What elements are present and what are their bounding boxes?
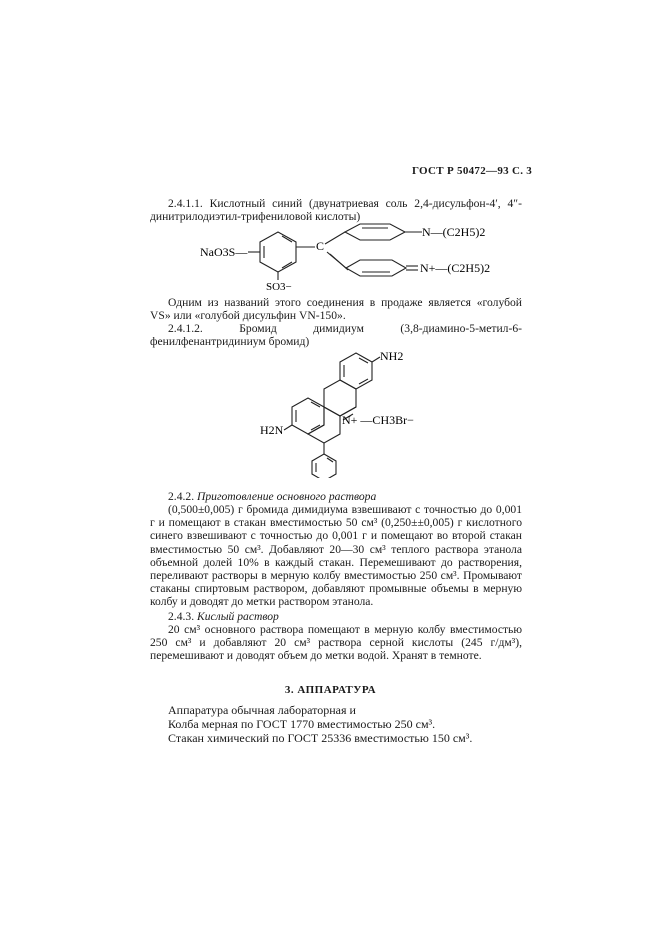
ring-left [292,398,324,434]
section-2-4-3-heading: Кислый раствор [197,610,279,623]
quinoid-ring-bottom [346,260,406,276]
section-3-title: 3. АППАРАТУРА [284,684,377,696]
formula2-n-plus-group: N+ —CH3Br− [342,413,414,427]
apparatus-line-3: Стакан химический по ГОСТ 25336 вместимостью 150 см³. [168,731,473,745]
ring-top [340,353,372,389]
structural-formula-acid-blue [200,222,530,294]
ring-pyridinium [308,407,340,443]
formula1-carbon: C [316,239,325,253]
ring-middle [324,380,356,416]
note-commercial-names: Одним из названий этого соединения в продаже является «голубой VS» или «голубой дисульфин VN-150». [150,296,522,323]
section-2-4-3-number: 2.4.3. [168,610,195,623]
structural-formula-dimidium-bromide [260,348,440,478]
section-2-4-2-number: 2.4.2. [168,490,195,503]
benzene-ring-left [260,232,296,272]
formula2-nh2-top: NH2 [380,349,404,363]
formula1-bottom-group: N+—(C2H5)2 [420,261,491,275]
document-header: ГОСТ Р 50472—93 С. 3 [412,165,533,177]
apparatus-line-1: Аппаратура обычная лабораторная и [168,703,356,717]
section-2-4-3-title [150,610,522,623]
formula2-nh2-left: H2N [260,423,284,437]
apparatus-line-2: Колба мерная по ГОСТ 1770 вместимостью 250 см³. [168,717,436,731]
section-2-4-2-title [150,490,522,503]
section-2-4-1-1-text: 2.4.1.1. Кислотный синий (двунатриевая соль 2,4-дисульфон-4′, 4″-динитрилодиэтил-трифениловой кислоты) [150,197,522,224]
benzene-ring-top [345,224,405,240]
formula1-sulfonate: SO3− [266,281,292,293]
section-2-4-1-2-text: 2.4.1.2. Бромид димидиум (3,8-диамино-5-метил-6-фенилфенантридиниум бромид) [150,322,522,349]
formula1-top-group: N—(C2H5)2 [422,225,486,239]
section-2-4-2-heading: Приготовление основного раствора [197,490,377,503]
section-2-4-3-body: 20 см³ основного раствора помещают в мерную колбу вместимостью 250 см³ и добавляют 20 см³ раствора серной кислоты (245 г/дм³), перемешивают и доводят объем до метки водой. Хранят в темноте. [150,623,522,663]
section-2-4-2-body: (0,500±0,005) г бромида димидиума взвешивают с точностью до 0,001 г и помещают в стакан вместимостью 50 см³ (0,250±±0,005) г кислотного синего взвешивают с точностью до 0,001 г и помещают во второй стакан вместимостью 50 см³. Добавляют 20—30 см³ теплого раствора этанола объемной долей 10% в каждый стакан. Перемешивают до растворения, переливают растворы в мерную колбу вместимостью 250 см³. Промывают стаканы спиртовым раствором, добавляют промывные объемы в мерную колбу и доводят до метки раствором этанола. [150,503,522,609]
formula1-left-group: NaO3S— [200,245,248,259]
